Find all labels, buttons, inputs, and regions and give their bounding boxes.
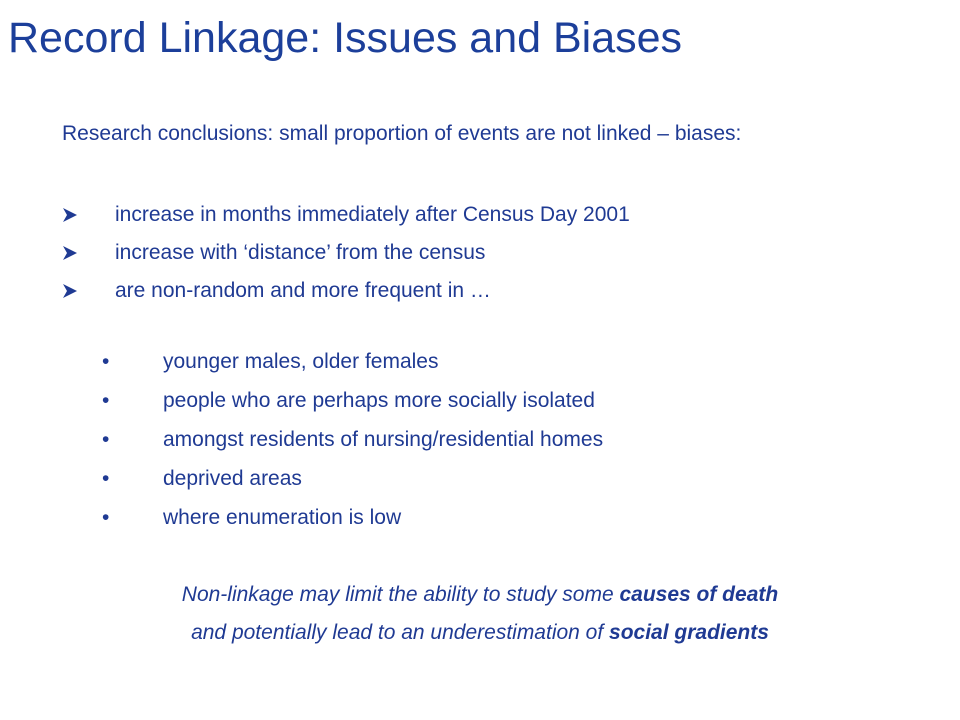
bullet-dot-icon: • (102, 350, 110, 373)
arrow-item-text: increase with ‘distance’ from the census (115, 241, 486, 264)
bullet-dot-icon: • (102, 467, 110, 490)
conclusion-emphasis-gradients: social gradients (609, 621, 769, 644)
bullet-dot-icon: • (102, 506, 110, 529)
intro-text: Research conclusions: small proportion of events are not linked – biases: (62, 122, 742, 145)
bullet-dot-icon: • (102, 389, 110, 412)
bullet-item-text: people who are perhaps more socially isolated (163, 389, 595, 412)
bullet-dot-icon: • (102, 428, 110, 451)
arrow-item-text: are non-random and more frequent in … (115, 279, 491, 302)
bullet-item-text: where enumeration is low (163, 506, 402, 529)
bullet-item-text: amongst residents of nursing/residential homes (163, 428, 604, 451)
conclusion-line-1-text: Non-linkage may limit the ability to study some (181, 583, 620, 606)
arrow-item-text: increase in months immediately after Census Day 2001 (115, 203, 630, 226)
conclusion-line-2-text: and potentially lead to an underestimation of (191, 621, 610, 644)
arrowhead-bullet-icon (62, 196, 78, 234)
arrowhead-bullet-icon (62, 234, 78, 272)
slide-title: Record Linkage: Issues and Biases (8, 14, 683, 62)
arrowhead-bullet-icon (62, 272, 78, 310)
bullet-item-text: younger males, older females (163, 350, 439, 373)
conclusion-line-1 (0, 576, 960, 614)
conclusion-line-2 (0, 614, 960, 652)
conclusion-text (0, 576, 960, 652)
conclusion-emphasis-causes: causes of death (619, 583, 779, 606)
bullet-item-text: deprived areas (163, 467, 302, 490)
